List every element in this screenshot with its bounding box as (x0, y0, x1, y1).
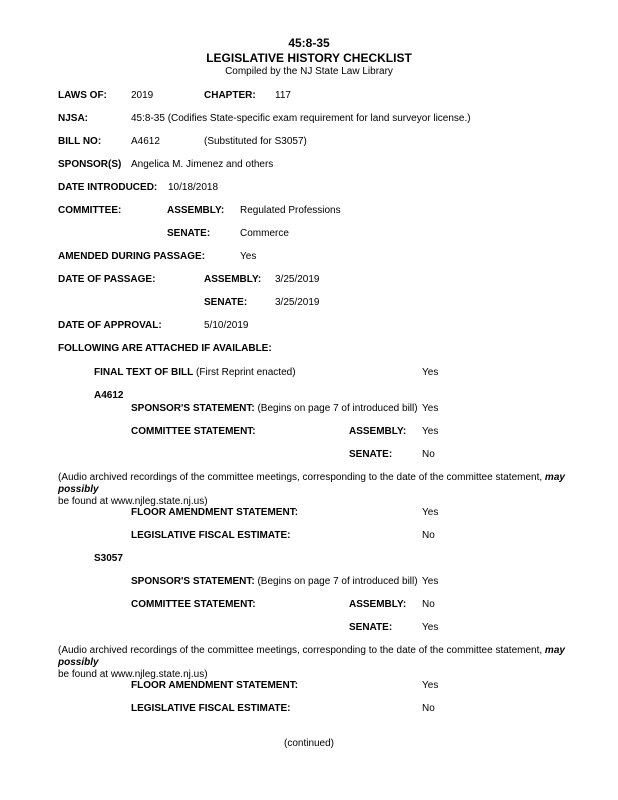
njsa-value: 45:8-35 (Codifies State-specific exam requirement for land surveyor license.) (131, 113, 471, 124)
final-text-row (94, 367, 296, 379)
floor-amendment-value-a: Yes (422, 507, 439, 518)
committee-label: COMMITTEE: (58, 205, 122, 216)
sponsor-statement-value-s: Yes (422, 576, 439, 587)
committee-statement-senate-value-a: No (422, 449, 435, 460)
laws-of-value: 2019 (131, 90, 154, 101)
final-text-note: (First Reprint enacted) (196, 367, 296, 378)
committee-statement-label-a: COMMITTEE STATEMENT: (131, 426, 256, 437)
assembly-label-bold: ASSEMBLY: (349, 426, 407, 437)
date-of-approval-value: 5/10/2019 (204, 320, 249, 331)
audio-note-emphasis: may possibly (58, 645, 565, 668)
audio-note-emphasis: may possibly (58, 472, 565, 495)
committee-assembly-value: Regulated Professions (240, 205, 341, 216)
fiscal-estimate-label-s: LEGISLATIVE FISCAL ESTIMATE: (131, 703, 291, 714)
final-text-label: FINAL TEXT OF BILL (94, 367, 194, 378)
sponsor-label: SPONSOR(S) (58, 159, 122, 170)
bill-no-label: BILL NO: (58, 136, 102, 147)
committee-statement-senate-value-s: Yes (422, 622, 439, 633)
laws-of-label: LAWS OF: (58, 90, 107, 101)
bill-number-a: A4612 (94, 390, 124, 401)
date-introduced-label: DATE INTRODUCED: (58, 182, 158, 193)
bill-no-value: A4612 (131, 136, 160, 147)
sponsor-value: Angelica M. Jimenez and others (131, 159, 274, 170)
passage-senate-label: SENATE: (204, 297, 248, 308)
fiscal-estimate-label-a: LEGISLATIVE FISCAL ESTIMATE: (131, 530, 291, 541)
floor-amendment-label-s: FLOOR AMENDMENT STATEMENT: (131, 680, 299, 691)
sponsor-statement-row-s (131, 576, 418, 588)
bill-number-s: S3057 (94, 553, 123, 564)
sponsor-statement-label: SPONSOR'S STATEMENT: (131, 576, 255, 587)
sponsor-statement-note: (Begins on page 7 of introduced bill) (257, 403, 418, 414)
substituted-for: (Substituted for S3057) (204, 136, 307, 147)
final-text-value: Yes (422, 367, 439, 378)
committee-senate-label: SENATE: (167, 228, 211, 239)
fiscal-estimate-value-s: No (422, 703, 435, 714)
committee-statement-assembly-value-s: No (422, 599, 435, 610)
sponsor-statement-label: SPONSOR'S STATEMENT: (131, 403, 255, 414)
committee-senate-value: Commerce (240, 228, 289, 239)
date-of-passage-label: DATE OF PASSAGE: (58, 274, 156, 285)
njsa-label: NJSA: (58, 113, 89, 124)
amended-value: Yes (240, 251, 257, 262)
compiled-by: Compiled by the NJ State Law Library (225, 66, 393, 77)
passage-assembly-label: ASSEMBLY: (204, 274, 262, 285)
date-of-approval-label: DATE OF APPROVAL: (58, 320, 162, 331)
chapter-value: 117 (275, 90, 291, 101)
sponsor-statement-value-a: Yes (422, 403, 439, 414)
floor-amendment-label-a: FLOOR AMENDMENT STATEMENT: (131, 507, 299, 518)
assembly-label-bold: ASSEMBLY: (349, 599, 407, 610)
fiscal-estimate-value-a: No (422, 530, 435, 541)
attached-heading: FOLLOWING ARE ATTACHED IF AVAILABLE: (58, 343, 272, 354)
committee-assembly-label: ASSEMBLY: (167, 205, 225, 216)
committee-statement-senate-label-a: SENATE: (349, 449, 393, 460)
committee-statement-assembly-value-a: Yes (422, 426, 439, 437)
sponsor-statement-note: (Begins on page 7 of introduced bill) (257, 576, 418, 587)
chapter-label: CHAPTER: (204, 90, 256, 101)
passage-assembly-value: 3/25/2019 (275, 274, 320, 285)
audio-note-s (58, 645, 603, 681)
audio-note-link-text: be found at www.njleg.state.nj.us) (58, 496, 208, 507)
statute-number: 45:8-35 (288, 36, 330, 50)
audio-note-link-text: be found at www.njleg.state.nj.us) (58, 669, 208, 680)
date-introduced-value: 10/18/2018 (168, 182, 219, 193)
sponsor-statement-row-a (131, 403, 418, 415)
committee-statement-assembly-label-a (349, 426, 406, 438)
committee-statement-assembly-label-s (349, 599, 406, 611)
audio-note-text: (Audio archived recordings of the committee meetings, corresponding to the date of the committee statement, (58, 472, 545, 483)
audio-note-text: (Audio archived recordings of the committee meetings, corresponding to the date of the committee statement, (58, 645, 545, 656)
floor-amendment-value-s: Yes (422, 680, 439, 691)
committee-statement-senate-label-s: SENATE: (349, 622, 393, 633)
continued-note: (continued) (283, 738, 335, 749)
page-title: LEGISLATIVE HISTORY CHECKLIST (206, 51, 412, 65)
passage-senate-value: 3/25/2019 (275, 297, 320, 308)
amended-label: AMENDED DURING PASSAGE: (58, 251, 206, 262)
audio-note-a (58, 472, 603, 508)
committee-statement-label-s: COMMITTEE STATEMENT: (131, 599, 256, 610)
